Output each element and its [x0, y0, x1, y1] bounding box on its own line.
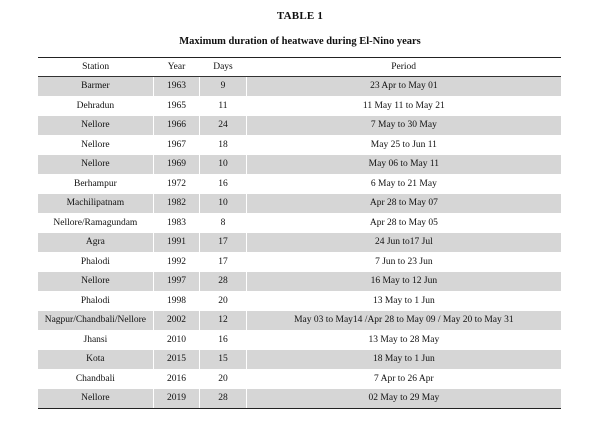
cell-year: 2015 — [153, 350, 200, 370]
table-caption: Maximum duration of heatwave during El-Nino years — [179, 36, 421, 47]
table-row — [38, 233, 561, 253]
cell-station: Phalodi — [38, 252, 153, 272]
table-header — [38, 58, 561, 77]
cell-days: 24 — [200, 116, 246, 136]
cell-days: 9 — [200, 77, 246, 97]
cell-station: Machilipatnam — [38, 194, 153, 214]
table-row — [38, 389, 561, 409]
cell-year: 1965 — [153, 96, 200, 116]
cell-period: May 03 to May14 /Apr 28 to May 09 / May 20 to May 31 — [246, 311, 561, 331]
cell-year: 1967 — [153, 135, 200, 155]
cell-period: 24 Jun to17 Jul — [246, 233, 561, 253]
table-body — [38, 77, 561, 409]
cell-days: 16 — [200, 174, 246, 194]
cell-year: 1972 — [153, 174, 200, 194]
cell-days: 28 — [200, 389, 246, 409]
header-row — [38, 58, 561, 77]
cell-period: 11 May 11 to May 21 — [246, 96, 561, 116]
header-days: Days — [200, 58, 246, 77]
cell-days: 20 — [200, 291, 246, 311]
cell-days: 17 — [200, 252, 246, 272]
cell-year: 1966 — [153, 116, 200, 136]
header-year: Year — [153, 58, 200, 77]
table-row — [38, 311, 561, 331]
cell-period: 13 May to 28 May — [246, 330, 561, 350]
cell-year: 2016 — [153, 369, 200, 389]
cell-year: 1983 — [153, 213, 200, 233]
cell-days: 17 — [200, 233, 246, 253]
table-row — [38, 155, 561, 175]
header-period: Period — [246, 58, 561, 77]
cell-days: 18 — [200, 135, 246, 155]
cell-station: Berhampur — [38, 174, 153, 194]
cell-station: Chandbali — [38, 369, 153, 389]
cell-year: 2010 — [153, 330, 200, 350]
cell-period: 7 Jun to 23 Jun — [246, 252, 561, 272]
cell-year: 1992 — [153, 252, 200, 272]
cell-year: 2019 — [153, 389, 200, 409]
cell-station: Kota — [38, 350, 153, 370]
cell-year: 2002 — [153, 311, 200, 331]
cell-station: Agra — [38, 233, 153, 253]
cell-period: 16 May to 12 Jun — [246, 272, 561, 292]
cell-year: 1963 — [153, 77, 200, 97]
table-row — [38, 272, 561, 292]
cell-station: Nellore — [38, 155, 153, 175]
table-row — [38, 174, 561, 194]
cell-period: May 06 to May 11 — [246, 155, 561, 175]
table-row — [38, 291, 561, 311]
cell-period: 13 May to 1 Jun — [246, 291, 561, 311]
cell-station: Nellore — [38, 389, 153, 409]
table-row — [38, 330, 561, 350]
cell-days: 10 — [200, 155, 246, 175]
table-row — [38, 213, 561, 233]
cell-days: 12 — [200, 311, 246, 331]
table-row — [38, 194, 561, 214]
cell-station: Nellore — [38, 272, 153, 292]
table-label: TABLE 1 — [276, 10, 324, 22]
cell-period: 18 May to 1 Jun — [246, 350, 561, 370]
cell-year: 1982 — [153, 194, 200, 214]
cell-station: Phalodi — [38, 291, 153, 311]
cell-days: 20 — [200, 369, 246, 389]
header-station: Station — [38, 58, 153, 77]
cell-period: 02 May to 29 May — [246, 389, 561, 409]
cell-year: 1991 — [153, 233, 200, 253]
table-row — [38, 252, 561, 272]
cell-period: 7 Apr to 26 Apr — [246, 369, 561, 389]
cell-days: 10 — [200, 194, 246, 214]
table-row — [38, 77, 561, 97]
cell-days: 16 — [200, 330, 246, 350]
cell-station: Nellore — [38, 135, 153, 155]
cell-station: Dehradun — [38, 96, 153, 116]
cell-days: 11 — [200, 96, 246, 116]
cell-year: 1969 — [153, 155, 200, 175]
cell-period: 7 May to 30 May — [246, 116, 561, 136]
table-row — [38, 135, 561, 155]
cell-station: Nagpur/Chandbali/Nellore — [38, 311, 153, 331]
cell-station: Jhansi — [38, 330, 153, 350]
table-row — [38, 350, 561, 370]
cell-days: 28 — [200, 272, 246, 292]
cell-period: 6 May to 21 May — [246, 174, 561, 194]
cell-station: Nellore — [38, 116, 153, 136]
cell-period: Apr 28 to May 07 — [246, 194, 561, 214]
cell-days: 8 — [200, 213, 246, 233]
table-row — [38, 96, 561, 116]
cell-year: 1997 — [153, 272, 200, 292]
table-row — [38, 116, 561, 136]
cell-period: Apr 28 to May 05 — [246, 213, 561, 233]
heatwave-table — [38, 57, 561, 409]
cell-station: Barmer — [38, 77, 153, 97]
cell-period: 23 Apr to May 01 — [246, 77, 561, 97]
cell-station: Nellore/Ramagundam — [38, 213, 153, 233]
cell-period: May 25 to Jun 11 — [246, 135, 561, 155]
table-row — [38, 369, 561, 389]
cell-days: 15 — [200, 350, 246, 370]
cell-year: 1998 — [153, 291, 200, 311]
